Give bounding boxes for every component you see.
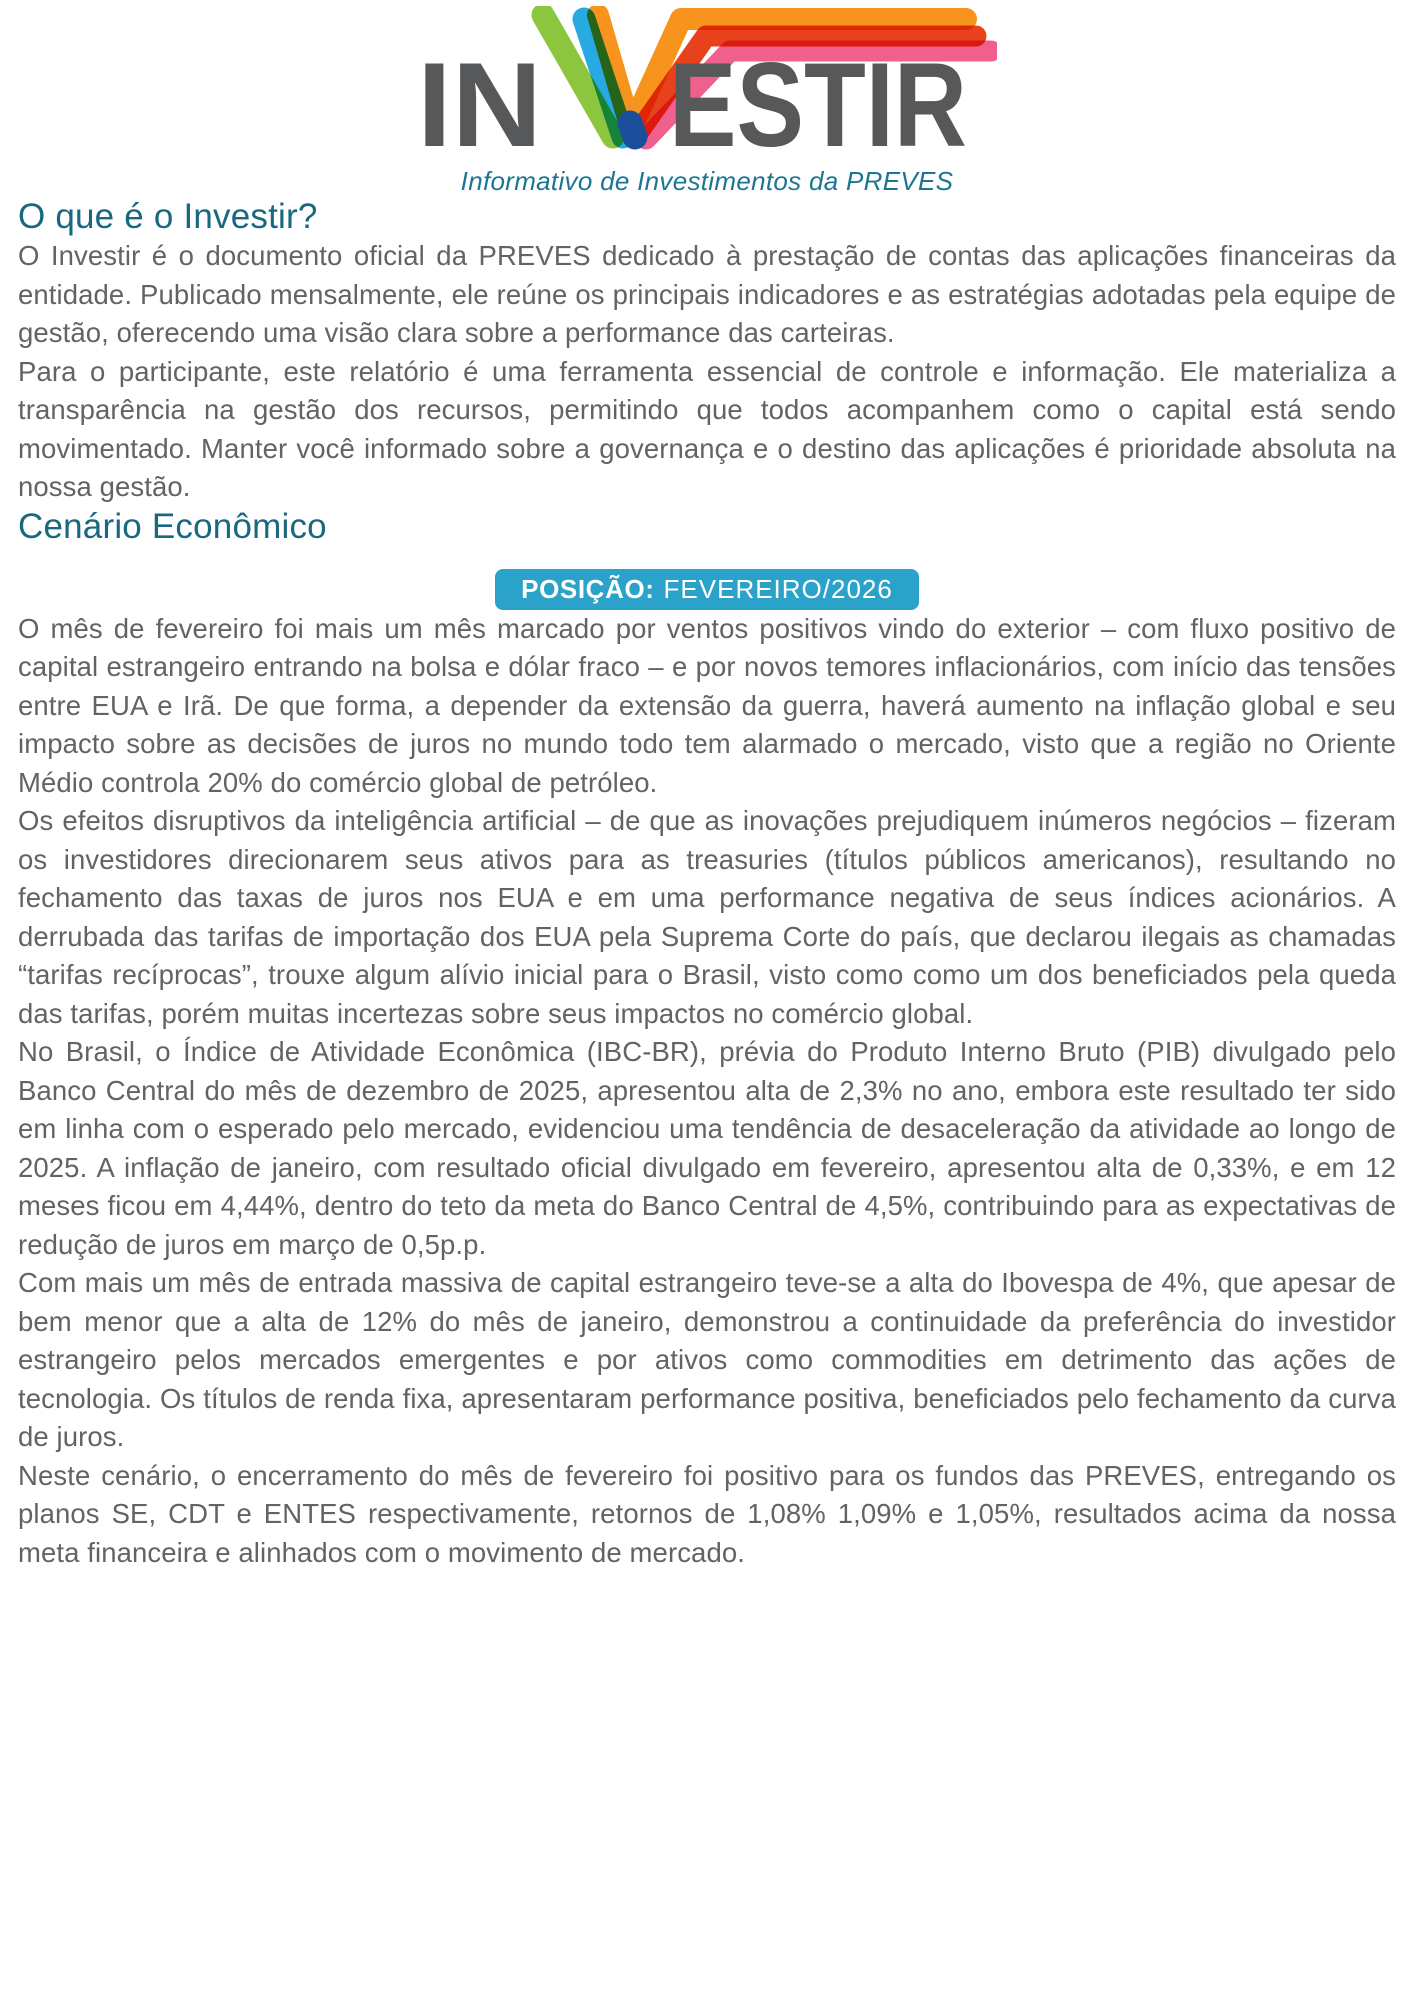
economy-paragraph-1: O mês de fevereiro foi mais um mês marcado por ventos positivos vindo do exterior – com fluxo positivo de capital estrangeiro entrando na bolsa e dólar fraco – e por novos temores inflacionários, com início das tensões entre EUA e Irã. De que forma, a depender da extensão da guerra, haverá aumento na inflação global e seu impacto sobre as decisões de juros no mundo todo tem alarmado o mercado, visto que a região no Oriente Médio controla 20% do comércio global de petróleo.: [18, 612, 1396, 798]
masthead: [0, 0, 1414, 197]
logo-letters-in: IN: [417, 38, 542, 156]
economy-paragraph-4: Com mais um mês de entrada massiva de capital estrangeiro teve-se a alta do Ibovespa de 4%, que apesar de bem menor que a alta de 12% do mês de janeiro, demonstrou a continuidade da preferência do investidor estrangeiro pelos mercados emergentes e por ativos como commodities em detrimento das ações de tecnologia. Os títulos de renda fixa, apresentaram performance positiva, beneficiados pelo fechamento da curva de juros.: [18, 1267, 1396, 1452]
investir-logo: [417, 6, 997, 156]
position-badge: [495, 569, 919, 610]
logo-subtitle: Informativo de Investimentos da PREVES: [460, 166, 954, 196]
section-title-economic-scenario: Cenário Econômico: [18, 506, 327, 546]
newsletter-content: [0, 197, 1414, 1572]
position-badge-label: POSIÇÃO:: [521, 573, 655, 604]
section-title-what-is-investir: O que é o Investir?: [18, 197, 318, 236]
position-badge-row: [18, 569, 1396, 610]
logo-v-navy-tip: [630, 123, 635, 137]
logo-letters-estir: ESTIR: [669, 38, 967, 156]
economy-paragraph-5: Neste cenário, o encerramento do mês de fevereiro foi positivo para os fundos das PREVES, entregando os planos SE, CDT e ENTES respectivamente, retornos de 1,08% 1,09% e 1,05%, resultados acima da nossa meta financeira e alinhados com o movimento de mercado.: [18, 1459, 1396, 1568]
about-paragraph-1: O Investir é o documento oficial da PREVES dedicado à prestação de contas das aplicações financeiras da entidade. Publicado mensalmente, ele reúne os principais indicadores e as estratégias adotadas pela equipe de gestão, oferecendo uma visão clara sobre a performance das carteiras.: [18, 240, 1396, 348]
position-badge-value: FEVEREIRO/2026: [663, 573, 893, 604]
economy-paragraph-2: Os efeitos disruptivos da inteligência artificial – de que as inovações prejudiquem inúmeros negócios – fizeram os investidores direcionarem seus ativos para as treasuries (títulos públicos americanos), resultando no fechamento das taxas de juros nos EUA e em uma performance negativa de seus índices acionários. A derrubada das tarifas de importação dos EUA pela Suprema Corte do país, que declarou ilegais as chamadas “tarifas recíprocas”, trouxe algum alívio inicial para o Brasil, visto como como um dos beneficiados pela queda das tarifas, porém muitas incertezas sobre seus impactos no comércio global.: [18, 805, 1396, 1029]
about-paragraph-2: Para o participante, este relatório é uma ferramenta essencial de controle e informação. Ele materializa a transparência na gestão dos recursos, permitindo que todos acompanhem como o capital está sendo movimentado. Manter você informado sobre a governança e o destino das aplicações é prioridade absoluta na nossa gestão.: [18, 355, 1396, 502]
economy-paragraph-3: No Brasil, o Índice de Atividade Econômica (IBC-BR), prévia do Produto Interno Bruto (PIB) divulgado pelo Banco Central do mês de dezembro de 2025, apresentou alta de 2,3% no ano, embora este resultado ter sido em linha com o esperado pelo mercado, evidenciou uma tendência de desaceleração da atividade ao longo de 2025. A inflação de janeiro, com resultado oficial divulgado em fevereiro, apresentou alta de 0,33%, e em 12 meses ficou em 4,44%, dentro do teto da meta do Banco Central de 4,5%, contribuindo para as expectativas de redução de juros em março de 0,5p.p.: [18, 1036, 1396, 1260]
